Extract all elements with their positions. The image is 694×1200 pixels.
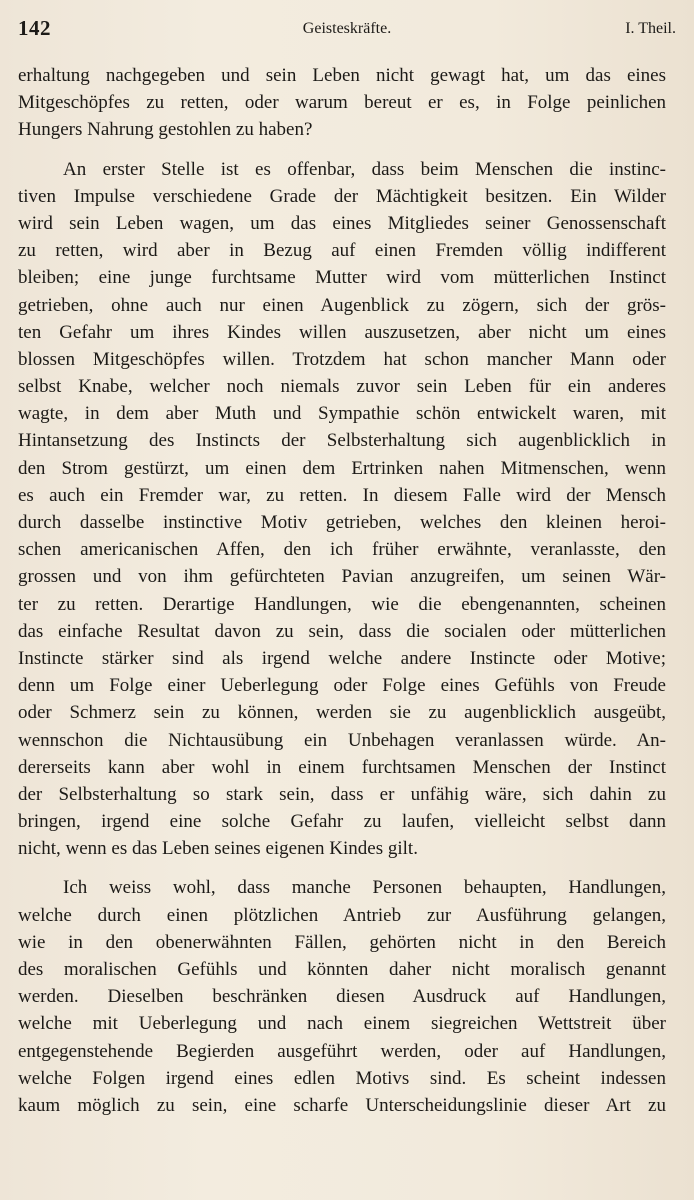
- text-line: wird sein Leben wagen, um das eines Mitgliedes seiner Genossenschaft: [18, 212, 666, 234]
- text-line: ter zu retten. Derartige Handlungen, wie die ebengenannten, scheinen: [18, 593, 666, 615]
- text-line: wie in den obenerwähnten Fällen, gehörten nicht in den Bereich: [18, 931, 666, 953]
- text-line: denn um Folge einer Ueberlegung oder Folge eines Gefühls von Freude: [18, 675, 666, 697]
- text-line: grossen und von ihm gefürchteten Pavian anzugreifen, um seinen Wär-: [18, 566, 666, 588]
- text-line: wennschon die Nichtausübung ein Unbehagen veranlassen würde. An-: [18, 729, 666, 751]
- text-line: welche Folgen irgend eines edlen Motivs sind. Es scheint indessen: [18, 1067, 666, 1089]
- text-line: tiven Impulse verschiedene Grade der Mächtigkeit besitzen. Ein Wilder: [18, 185, 666, 207]
- text-line: Hintansetzung des Instincts der Selbsterhaltung sich augenblicklich in: [18, 430, 666, 452]
- text-line: Instincte stärker sind als irgend welche andere Instincte oder Motive;: [18, 647, 666, 669]
- text-line: Hungers Nahrung gestohlen zu haben?: [18, 119, 313, 141]
- paragraph: [18, 62, 666, 144]
- text-line: dererseits kann aber wohl in einem furchtsamen Menschen der Instinct: [18, 756, 666, 778]
- text-line: schen americanischen Affen, den ich früher erwähnte, veranlasste, den: [18, 539, 666, 561]
- text-line: Ich weiss wohl, dass manche Personen behaupten, Handlungen,: [63, 877, 666, 899]
- text-line: entgegenstehende Begierden ausgeführt werden, oder auf Handlungen,: [18, 1040, 666, 1062]
- text-line: bringen, irgend eine solche Gefahr zu laufen, vielleicht selbst dann: [18, 811, 666, 833]
- text-line: selbst Knabe, welcher noch niemals zuvor sein Leben für ein anderes: [18, 376, 666, 398]
- paragraph-gap: [18, 862, 666, 874]
- paragraph-gap: [18, 144, 666, 156]
- page-header: [18, 16, 676, 46]
- page-number: 142: [18, 16, 51, 40]
- text-line: des moralischen Gefühls und könnten daher nicht moralisch genannt: [18, 959, 666, 980]
- text-line: nicht, wenn es das Leben seines eigenen Kindes gilt.: [18, 838, 418, 860]
- text-line: welche durch einen plötzlichen Antrieb zur Ausführung gelangen,: [18, 904, 666, 926]
- text-line: blossen Mitgeschöpfes willen. Trotzdem hat schon mancher Mann oder: [18, 348, 666, 370]
- text-line: Mitgeschöpfes zu retten, oder warum bereut er es, in Folge peinlichen: [18, 92, 666, 114]
- text-line: welche mit Ueberlegung und nach einem siegreichen Wettstreit über: [18, 1013, 666, 1035]
- paragraph: [18, 874, 666, 1119]
- text-line: das einfache Resultat davon zu sein, dass die socialen oder mütterlichen: [18, 620, 666, 642]
- body-text: [18, 62, 666, 1119]
- text-line: durch dasselbe instinctive Motiv getrieben, welches den kleinen heroi-: [18, 512, 666, 533]
- text-line: wagte, in dem aber Muth und Sympathie schön entwickelt waren, mit: [18, 403, 666, 425]
- text-line: es auch ein Fremder war, zu retten. In diesem Falle wird der Mensch: [18, 484, 666, 506]
- paragraph: [18, 156, 666, 863]
- text-line: zu retten, wird aber in Bezug auf einen Fremden völlig indifferent: [18, 240, 666, 262]
- text-line: kaum möglich zu sein, eine scharfe Unterscheidungslinie dieser Art zu: [18, 1094, 666, 1116]
- text-line: erhaltung nachgegeben und sein Leben nicht gewagt hat, um das eines: [18, 65, 666, 86]
- text-line: ten Gefahr um ihres Kindes willen auszusetzen, aber nicht um eines: [18, 321, 666, 343]
- text-line: werden. Dieselben beschränken diesen Ausdruck auf Handlungen,: [18, 986, 666, 1008]
- part-label: I. Theil.: [625, 20, 676, 37]
- text-line: den Strom gestürzt, um einen dem Ertrinken nahen Mitmenschen, wenn: [18, 457, 666, 479]
- text-line: der Selbsterhaltung so stark sein, dass er unfähig wäre, sich dahin zu: [18, 783, 666, 805]
- text-line: bleiben; eine junge furchtsame Mutter wird vom mütterlichen Instinct: [18, 267, 666, 289]
- text-line: getrieben, ohne auch nur einen Augenblick zu zögern, sich der grös-: [18, 294, 666, 316]
- running-title: Geisteskräfte.: [302, 20, 392, 37]
- text-line: oder Schmerz sein zu können, werden sie zu augenblicklich ausgeübt,: [18, 702, 666, 724]
- text-line: An erster Stelle ist es offenbar, dass beim Menschen die instinc-: [63, 158, 666, 180]
